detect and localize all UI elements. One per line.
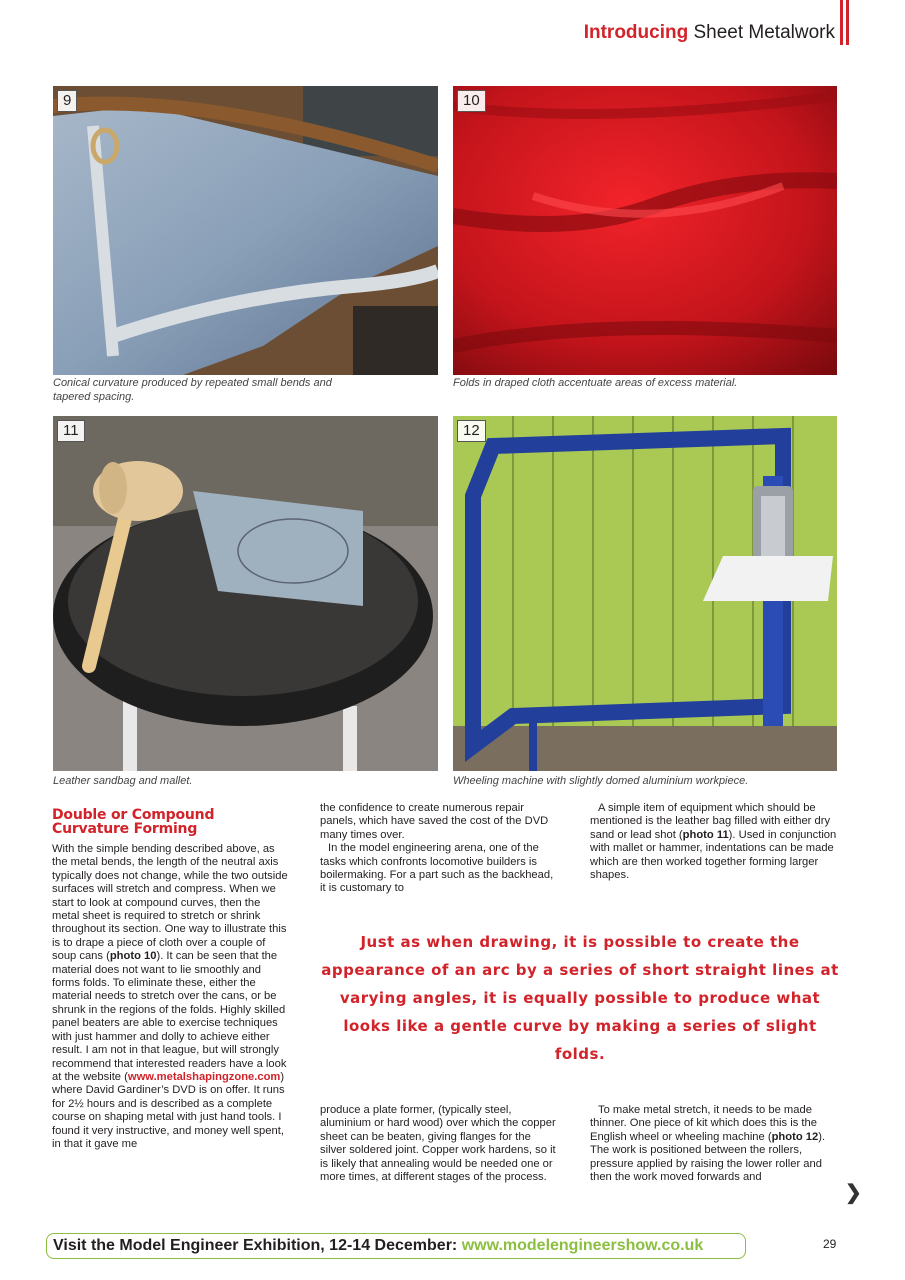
photo-9-caption: Conical curvature produced by repeated small bends and tapered spacing. (53, 377, 332, 403)
column-2-bottom (320, 1104, 560, 1184)
photo-reference: photo 10 (109, 950, 157, 963)
text-run: ). It can be seen that the material does not want to lie smoothly and forms folds. To eliminate these, either the material needs to stretch over the cans, or be shrunk in the regions of the folds. Highly skilled panel beaters are able to exercise techniques with just hammer and dolly to achieve either result. I am not in that league, but will strongly recommend that interested readers have a look at the website ( (52, 950, 287, 1083)
footer-promo-text: Visit the Model Engineer Exhibition, 12-14 December: (53, 1237, 458, 1254)
text-run: To make metal stretch, it needs to be made thinner. One piece of kit which does this is the English wheel or wheeling machine ( (590, 1104, 817, 1143)
page-number: 29 (823, 1237, 837, 1251)
photo-10-number: 10 (457, 90, 486, 112)
section-header-title: Sheet Metalwork (693, 22, 835, 43)
photo-12-number: 12 (457, 420, 486, 442)
column-3-paragraph-2 (590, 1104, 840, 1184)
column-2-top (320, 802, 560, 896)
text-run: With the simple bending described above, as the metal bends, the length of the neutral axis typically does not change, while the two outside surfaces will stretch and compress. When we start to look at compound curves, then the metal sheet is required to stretch or shrink throughout its section. One way to illustrate this is to drape a piece of cloth over a couple of soup cans ( (52, 843, 288, 963)
column-2-paragraph-2: In the model engineering arena, one of the tasks which confronts locomotive builders is boilermaking. For a part such as the backhead, it is customary to (320, 842, 554, 895)
website-link[interactable]: www.metalshapingzone.com (127, 1070, 281, 1083)
photo-reference: photo 11 (682, 828, 729, 841)
photo-12-caption: Wheeling machine with slightly domed aluminium workpiece. (453, 775, 749, 787)
photo-12 (453, 416, 837, 771)
photo-10-caption: Folds in draped cloth accentuate areas of excess material. (453, 377, 738, 389)
footer-promo-link[interactable]: www.modelengineershow.co.uk (461, 1237, 704, 1254)
photo-reference: photo 12 (771, 1130, 819, 1143)
column-2-paragraph-1: the confidence to create numerous repair panels, which have saved the cost of the DVD many times over. (320, 802, 549, 841)
text-run: ) where David Gardiner’s DVD is on offer. It runs for 2½ hours and is described as a complete course on shaping metal with just hand tools. I found it very instructive, and money well spent, in that it gave me (52, 1070, 285, 1150)
column-3-top (590, 802, 840, 882)
pull-quote: Just as when drawing, it is possible to create the appearance of an arc by a series of short straight lines at varying angles, it is equally possible to produce what looks like a gentle curve by making a series of slight folds. (321, 933, 839, 1063)
photo-11 (53, 416, 438, 771)
photo-9-number: 9 (57, 90, 77, 112)
column-2-paragraph-3: produce a plate former, (typically steel, aluminium or hard wood) over which the copper sheet can be beaten, giving flanges for the silver soldered joint. Copper work hardens, so it is likely that annealing would be needed one or more times, at different stages of the process. (320, 1104, 556, 1184)
text-run: ). Used in conjunction with mallet or hammer, indentations can be made which are then worked together forming larger shapes. (590, 828, 837, 882)
photo-10 (453, 86, 837, 375)
text-run: A simple item of equipment which should be mentioned is the leather bag filled with either dry sand or lead shot ( (590, 802, 831, 841)
column-1 (52, 843, 290, 1151)
photo-9 (53, 86, 438, 375)
text-run: ). The work is positioned between the rollers, pressure applied by raising the lower roller and then the work moved forwards and (590, 1130, 826, 1184)
section-header (584, 22, 835, 44)
header-bars (840, 0, 850, 45)
photo-11-caption: Leather sandbag and mallet. (53, 775, 193, 787)
photo-11-number: 11 (57, 420, 85, 442)
article-heading: Double or Compound Curvature Forming (52, 807, 215, 837)
column-3-bottom (590, 1104, 840, 1184)
footer-promo (46, 1233, 746, 1259)
section-header-highlight: Introducing (583, 22, 689, 43)
column-1-paragraph (52, 843, 290, 1151)
chevron-right-icon: ❯ (845, 1182, 862, 1204)
column-3-paragraph-1 (590, 802, 840, 882)
